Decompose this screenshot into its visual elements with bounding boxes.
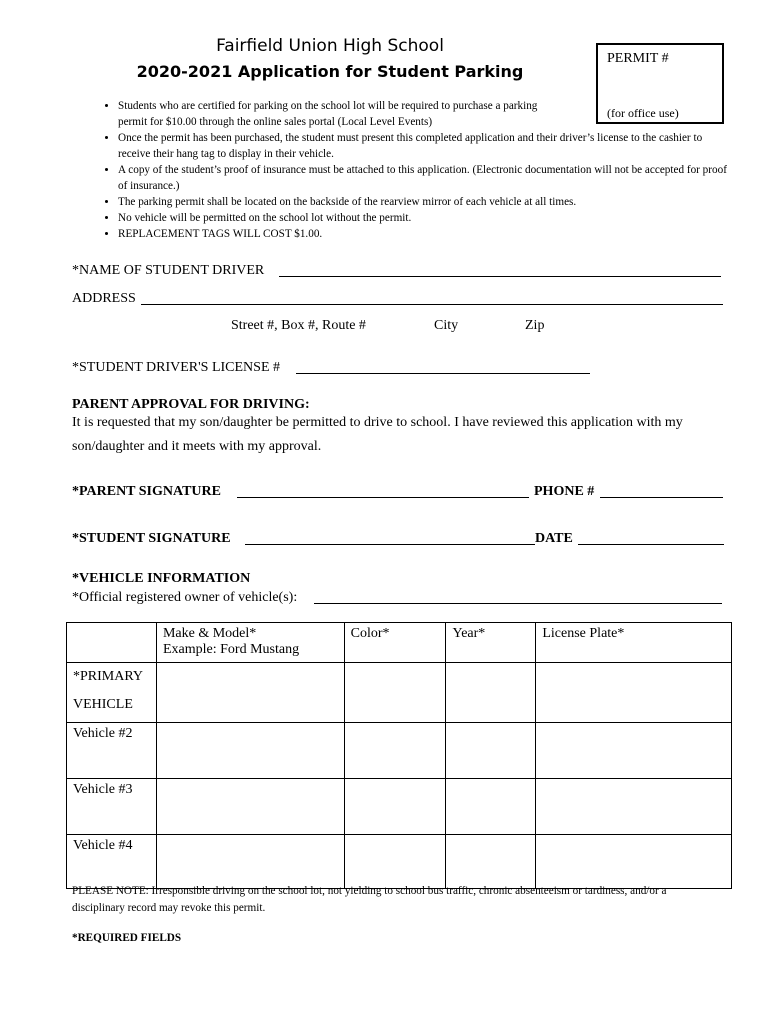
parent-signature-label: *PARENT SIGNATURE	[72, 484, 221, 499]
row-label-vehicle-2: Vehicle #2	[67, 723, 157, 779]
parent-approval-heading: PARENT APPROVAL FOR DRIVING:	[72, 397, 310, 412]
primary-plate-cell[interactable]	[536, 663, 732, 723]
please-note: PLEASE NOTE: Irresponsible driving on the school lot, not yielding to school bus traffic, chronic absenteeism or tardiness, and/or a disciplinary record may revoke this permit.	[72, 885, 667, 914]
phone-field[interactable]	[600, 483, 723, 498]
vehicle-info-heading: *VEHICLE INFORMATION	[72, 571, 251, 586]
rule-item: • Students who are certified for parking on the school lot will be required to purchase a parking permit for $10.00 through the online sales portal (Local Level Events)	[118, 98, 727, 130]
address-hint-street: Street #, Box #, Route #	[231, 318, 366, 333]
row-label-vehicle-3: Vehicle #3	[67, 779, 157, 835]
column-header-color: Color*	[344, 623, 446, 663]
student-signature-label: *STUDENT SIGNATURE	[72, 531, 231, 546]
rule-item: • No vehicle will be permitted on the school lot without the permit.	[118, 210, 727, 226]
address-hint-city: City	[434, 318, 459, 333]
rule-item: • Once the permit has been purchased, the student must present this completed application and their driver’s license to the cashier to receive their hang tag to display in their vehicle.	[118, 130, 727, 162]
table-row	[67, 723, 732, 779]
table-row	[67, 835, 732, 889]
vehicle-owner-label: *Official registered owner of vehicle(s):	[72, 590, 298, 605]
vehicle-3-plate-cell[interactable]	[536, 779, 732, 835]
make-model-header: Make & Model*	[162, 626, 257, 641]
vehicle-4-plate-cell[interactable]	[536, 835, 732, 889]
address-label: ADDRESS	[72, 291, 136, 306]
vehicle-4-year-cell[interactable]	[446, 835, 536, 889]
license-field[interactable]	[296, 359, 590, 374]
rules-list	[72, 98, 727, 242]
license-label: *STUDENT DRIVER'S LICENSE #	[72, 360, 280, 375]
vehicle-3-year-cell[interactable]	[446, 779, 536, 835]
primary-year-cell[interactable]	[446, 663, 536, 723]
primary-color-cell[interactable]	[344, 663, 446, 723]
required-fields-note: *REQUIRED FIELDS	[72, 932, 182, 944]
address-field[interactable]	[141, 290, 723, 305]
make-model-example: Example: Ford Mustang	[162, 642, 300, 657]
school-name: Fairfield Union High School	[216, 36, 444, 56]
date-field[interactable]	[578, 530, 724, 545]
vehicle-2-plate-cell[interactable]	[536, 723, 732, 779]
student-signature-field[interactable]	[245, 530, 535, 545]
parent-signature-field[interactable]	[237, 483, 529, 498]
vehicle-table	[66, 622, 732, 889]
rule-item: • REPLACEMENT TAGS WILL COST $1.00.	[118, 226, 727, 242]
vehicle-2-color-cell[interactable]	[344, 723, 446, 779]
vehicle-owner-field[interactable]	[314, 589, 722, 604]
row-label-vehicle-4: Vehicle #4	[67, 835, 157, 889]
row-label-primary	[67, 663, 157, 723]
student-name-field[interactable]	[279, 262, 721, 277]
address-hint-zip: Zip	[525, 318, 545, 333]
column-header-make-model	[156, 623, 344, 663]
form-title: 2020-2021 Application for Student Parking	[136, 62, 524, 81]
column-header-plate: License Plate*	[536, 623, 732, 663]
permit-label: PERMIT #	[607, 51, 669, 66]
date-label: DATE	[535, 531, 573, 546]
primary-label-line1: *PRIMARY	[73, 669, 144, 684]
vehicle-3-make-model-cell[interactable]	[156, 779, 344, 835]
vehicle-2-make-model-cell[interactable]	[156, 723, 344, 779]
rule-item: • The parking permit shall be located on the backside of the rearview mirror of each vehicle at all times.	[118, 194, 727, 210]
table-row	[67, 623, 732, 663]
primary-label-line2: VEHICLE	[73, 697, 133, 712]
column-header-year: Year*	[446, 623, 536, 663]
student-name-label: *NAME OF STUDENT DRIVER	[72, 263, 265, 278]
vehicle-4-color-cell[interactable]	[344, 835, 446, 889]
table-row	[67, 779, 732, 835]
table-cell	[67, 623, 157, 663]
vehicle-2-year-cell[interactable]	[446, 723, 536, 779]
phone-label: PHONE #	[534, 484, 595, 499]
table-row	[67, 663, 732, 723]
vehicle-3-color-cell[interactable]	[344, 779, 446, 835]
rule-item: • A copy of the student’s proof of insurance must be attached to this application. (Electronic documentation will not be accepted for proof of insurance.)	[118, 162, 727, 194]
parent-approval-text: It is requested that my son/daughter be permitted to drive to school. I have reviewed this application with my son/daughter and it meets with my approval.	[72, 415, 683, 454]
primary-make-model-cell[interactable]	[156, 663, 344, 723]
permit-office-note: (for office use)	[607, 106, 679, 120]
vehicle-4-make-model-cell[interactable]	[156, 835, 344, 889]
